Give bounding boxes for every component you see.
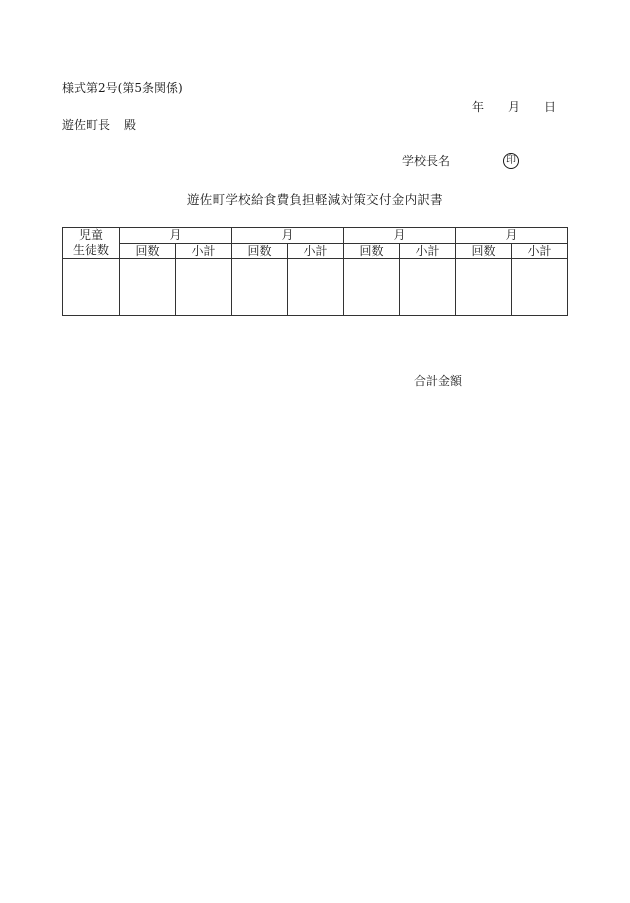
student-count-cell[interactable] <box>63 259 120 316</box>
addressee <box>62 119 136 131</box>
subtotal-cell[interactable] <box>288 259 344 316</box>
subtotal-header: 小計 <box>176 243 232 259</box>
month-header: 月 <box>120 228 232 244</box>
count-cell[interactable] <box>344 259 400 316</box>
count-header: 回数 <box>344 243 400 259</box>
count-header: 回数 <box>120 243 176 259</box>
subtotal-header: 小計 <box>400 243 456 259</box>
subtotal-header: 小計 <box>288 243 344 259</box>
month-header: 月 <box>232 228 344 244</box>
subtotal-cell[interactable] <box>512 259 568 316</box>
date-month-label: 月 <box>508 100 521 114</box>
subtotal-cell[interactable] <box>400 259 456 316</box>
breakdown-table <box>62 227 568 316</box>
principal-name-label: 学校長名 <box>402 154 451 168</box>
student-count-header <box>63 228 120 259</box>
count-cell[interactable] <box>120 259 176 316</box>
document-title: 遊佐町学校給食費負担軽減対策交付金内訳書 <box>186 192 443 207</box>
form-number: 様式第2号(第5条関係) <box>62 81 183 95</box>
table-header-row <box>63 228 568 244</box>
count-cell[interactable] <box>456 259 512 316</box>
table-row <box>63 259 568 316</box>
date-year-label: 年 <box>472 100 485 114</box>
seal-icon: 印 <box>503 153 519 169</box>
subtotal-cell[interactable] <box>176 259 232 316</box>
date-line <box>472 101 564 115</box>
total-amount-label: 合計金額 <box>414 374 463 388</box>
subtotal-header: 小計 <box>512 243 568 259</box>
date-day-label: 日 <box>544 100 557 114</box>
student-count-header-line1: 児童 <box>78 228 103 242</box>
month-header: 月 <box>344 228 456 244</box>
student-count-header-line2: 生徒数 <box>72 243 109 257</box>
count-header: 回数 <box>232 243 288 259</box>
addressee-honorific: 殿 <box>124 118 137 132</box>
addressee-name: 遊佐町長 <box>62 118 111 132</box>
month-header: 月 <box>456 228 568 244</box>
count-header: 回数 <box>456 243 512 259</box>
table-subheader-row <box>63 243 568 259</box>
count-cell[interactable] <box>232 259 288 316</box>
